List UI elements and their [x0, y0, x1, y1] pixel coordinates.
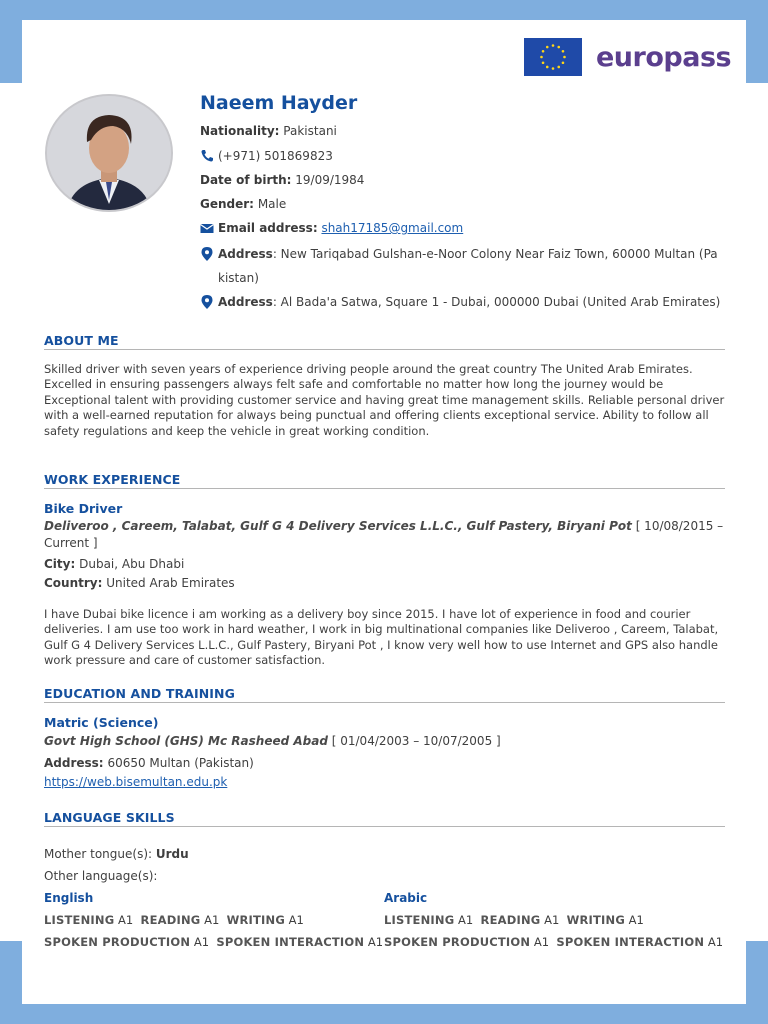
nationality-line [200, 124, 337, 138]
reading-label: READING [480, 913, 541, 927]
eu-flag-icon [524, 38, 582, 76]
address-label-2: Address [218, 295, 273, 309]
email-link[interactable]: shah17185@gmail.com [321, 221, 464, 235]
education-title: Matric (Science) [44, 715, 159, 730]
about-text: Skilled driver with seven years of experience driving people around the great country The United Arab Emirates. Excelled in ensuring passengers always felt safe and comfortable no matter how long the journey would be Exceptional talent with providing customer service and having great time management skills. Reliable personal driver with a well-earned reputation for always being punctual and offering clients exceptional service. Ability to follow all safety regulations and keep the vehicle in great working condition. [44, 362, 725, 438]
profile-photo [45, 94, 173, 212]
spoken-production-level: A1 [533, 935, 550, 949]
location-pin-icon [200, 247, 214, 261]
work-heading: WORK EXPERIENCE [44, 472, 725, 489]
flag-star [546, 46, 549, 49]
dob-line [200, 173, 364, 187]
school-website-link[interactable]: https://web.bisemultan.edu.pk [44, 775, 228, 789]
spoken-interaction-level: A1 [707, 935, 724, 949]
right-bottom-border [746, 941, 768, 1024]
english-row-1 [44, 913, 304, 927]
flag-star [557, 66, 560, 69]
spoken-production-label: SPOKEN PRODUCTION [44, 935, 191, 949]
envelope-icon [200, 223, 214, 234]
phone-icon [200, 149, 214, 162]
dob-value: 19/09/1984 [295, 173, 365, 187]
school-address-label: Address: [44, 756, 104, 770]
city-line [44, 557, 184, 571]
flag-star [562, 61, 565, 64]
flag-star [542, 61, 545, 64]
email-label: Email address: [218, 221, 318, 235]
address-value-2: Al Bada'a Satwa, Square 1 - Dubai, 000000 Dubai (United Arab Emirates) [280, 295, 721, 309]
mother-tongue-label: Mother tongue(s): [44, 847, 153, 861]
nationality-label: Nationality: [200, 124, 280, 138]
spoken-production-level: A1 [193, 935, 210, 949]
city-label: City: [44, 557, 76, 571]
mother-tongue-value: Urdu [155, 847, 189, 861]
school-url-line [44, 775, 227, 789]
listening-level: A1 [458, 913, 474, 927]
school-line [44, 733, 725, 750]
flag-star [563, 56, 566, 59]
address-line-2: Address: Al Bada'a Satwa, Square 1 - Dubai, 000000 Dubai (United Arab Emirates) [200, 290, 725, 314]
flag-star [552, 67, 555, 70]
job-title: Bike Driver [44, 501, 123, 516]
full-name: Naeem Hayder [200, 92, 358, 114]
job-description: I have Dubai bike licence i am working as a delivery boy since 2015. I have lot of experience in food and courier deliveries. I am use too work in hard weather, I work in big multinational companies like Deliveroo , Careem, Talabat, Gulf G 4 Delivery Services L.L.C., Gulf Pastery, Biryani Pot , I know very well how to use Internet and GPS also handle work pressure and care of customer satisfaction. [44, 607, 719, 668]
language-heading: LANGUAGE SKILLS [44, 810, 725, 827]
bottom-border [0, 1004, 768, 1024]
top-border [0, 0, 768, 20]
country-value: United Arab Emirates [106, 576, 235, 590]
school-address-line [44, 756, 254, 770]
flag-star [557, 46, 560, 49]
listening-label: LISTENING [384, 913, 455, 927]
employer-name: Deliveroo , Careem, Talabat, Gulf G 4 Delivery Services L.L.C., Gulf Pastery, Biryani Pot [44, 519, 632, 533]
employer-line [44, 518, 725, 552]
country-line [44, 576, 235, 590]
writing-label: WRITING [226, 913, 285, 927]
english-row-2 [44, 935, 383, 949]
dob-label: Date of birth: [200, 173, 292, 187]
language-name-english: English [44, 891, 94, 905]
email-line [200, 221, 463, 235]
spoken-interaction-level: A1 [367, 935, 384, 949]
flag-star [542, 50, 545, 53]
address-value-1: New Tariqabad Gulshan-e-Noor Colony Near Faiz Town, 60000 Multan (Pa kistan) [218, 247, 718, 285]
phone-value: (+971) 501869823 [218, 149, 333, 163]
flag-star [562, 50, 565, 53]
spoken-production-label: SPOKEN PRODUCTION [384, 935, 531, 949]
reading-label: READING [140, 913, 201, 927]
language-name-arabic: Arabic [384, 891, 428, 905]
listening-level: A1 [118, 913, 134, 927]
listening-label: LISTENING [44, 913, 115, 927]
flag-star [552, 44, 555, 47]
flag-star [540, 56, 543, 59]
reading-level: A1 [544, 913, 560, 927]
right-top-border [746, 0, 768, 83]
mother-tongue-line [44, 847, 189, 861]
address-label-1: Address [218, 247, 273, 261]
nationality-value: Pakistani [283, 124, 337, 138]
writing-level: A1 [288, 913, 304, 927]
spoken-interaction-label: SPOKEN INTERACTION [216, 935, 365, 949]
spoken-interaction-label: SPOKEN INTERACTION [556, 935, 705, 949]
arabic-row-2 [384, 935, 723, 949]
logo-text: europass [596, 41, 732, 73]
country-label: Country: [44, 576, 103, 590]
gender-line [200, 197, 286, 211]
gender-value: Male [257, 197, 287, 211]
city-value: Dubai, Abu Dhabi [79, 557, 185, 571]
other-languages-label: Other language(s): [44, 869, 158, 883]
writing-label: WRITING [566, 913, 625, 927]
europass-logo [524, 38, 731, 76]
job-dates: [ 10/08/2015 – Current ] [44, 519, 724, 550]
left-bottom-border [0, 941, 22, 1024]
arabic-row-1 [384, 913, 644, 927]
writing-level: A1 [628, 913, 644, 927]
address-line-1: Address: New Tariqabad Gulshan-e-Noor Colony Near Faiz Town, 60000 Multan (Pa kistan) [200, 242, 725, 290]
school-address-value: 60650 Multan (Pakistan) [107, 756, 254, 770]
phone-line [200, 149, 333, 163]
flag-star [546, 66, 549, 69]
about-heading: ABOUT ME [44, 333, 725, 350]
reading-level: A1 [204, 913, 220, 927]
education-heading: EDUCATION AND TRAINING [44, 686, 725, 703]
left-top-border [0, 0, 22, 83]
gender-label: Gender: [200, 197, 254, 211]
education-dates: [ 01/04/2003 – 10/07/2005 ] [331, 734, 501, 748]
school-name: Govt High School (GHS) Mc Rasheed Abad [44, 734, 328, 748]
location-pin-icon [200, 295, 214, 309]
